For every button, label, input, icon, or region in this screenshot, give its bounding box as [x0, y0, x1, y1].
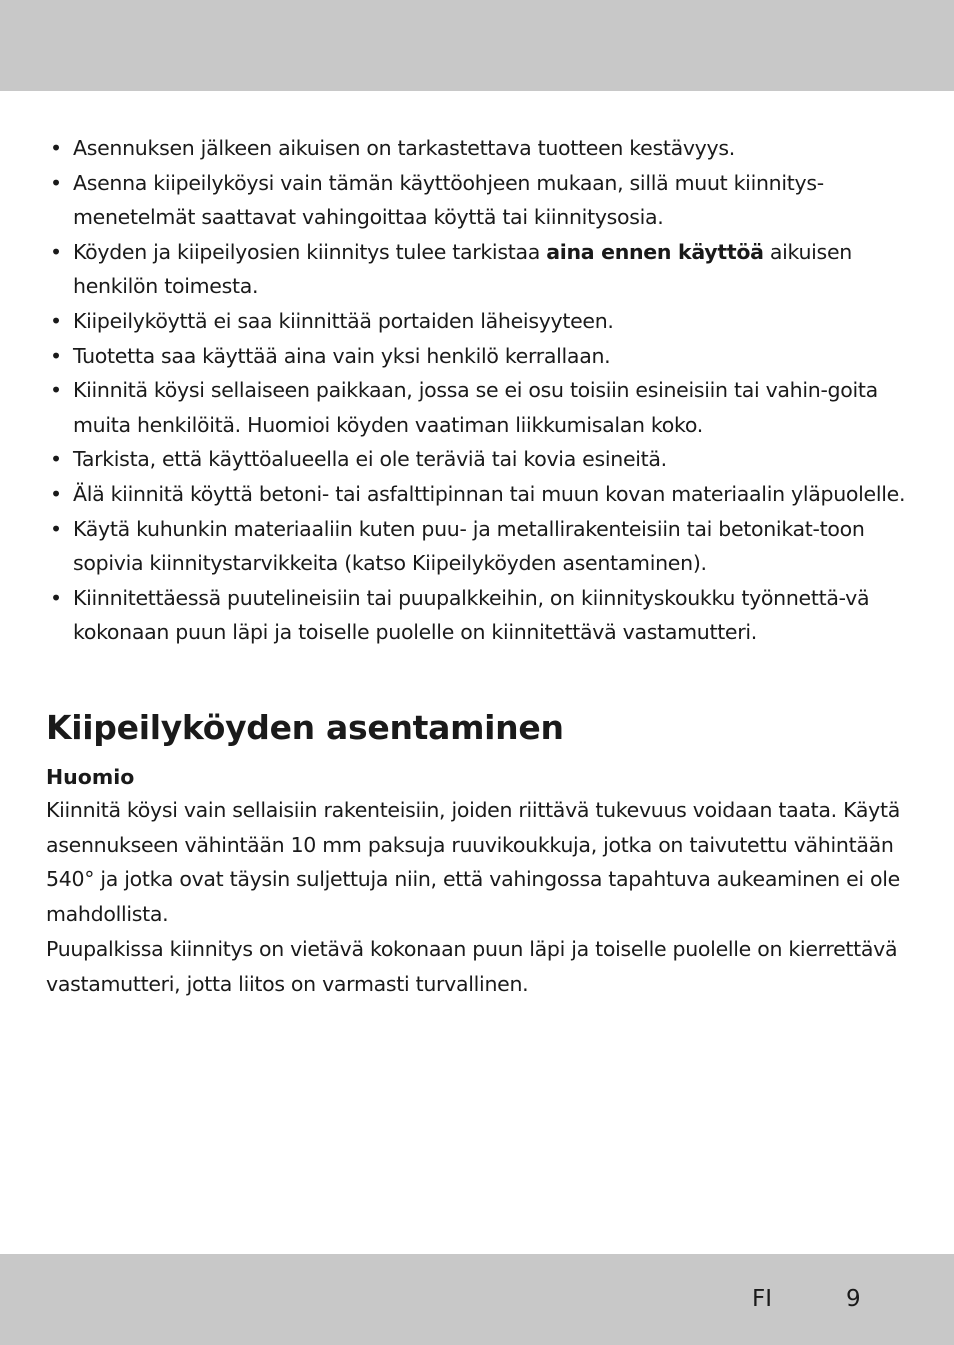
section-title: Kiipeilyköyden asentaminen [46, 708, 564, 747]
bullet-item [46, 512, 912, 581]
bullet-text: Tuotetta saa käyttää aina vain yksi henkilö kerrallaan. [73, 343, 611, 368]
bullet-text: Kiinnitettäessä puutelineisiin tai puupalkkeihin, on kiinnityskoukku työnnettä-vä kokonaan puun läpi ja toiselle puolelle on kiinnitettävä vastamutteri. [73, 585, 870, 645]
bullet-text: Käytä kuhunkin materiaaliin kuten puu- ja metallirakenteisiin tai betonikat-toon sopivia kiinnitystarvikkeita (katso Kiipeilyköyden asentaminen). [73, 516, 865, 576]
bullet-item [46, 442, 912, 477]
bullet-item [46, 166, 912, 235]
bullet-text: Asennuksen jälkeen aikuisen on tarkastettava tuotteen kestävyys. [73, 136, 735, 160]
note-title: Huomio [46, 765, 135, 789]
bullet-item [46, 235, 912, 304]
bullet-item [46, 477, 912, 512]
bullet-text: Asenna kiipeilyköysi vain tämän käyttöohjeen mukaan, sillä muut kiinnitys-menetelmät saattavat vahingoittaa köyttä tai kiinnitysosia. [73, 170, 824, 230]
bullet-emphasis: aina ennen käyttöä [546, 239, 764, 264]
note-paragraph: Puupalkissa kiinnitys on vietävä kokonaan puun läpi ja toiselle puolelle on kierrettävä vastamutteri, jotta liitos on varmasti turvallinen. [46, 937, 898, 996]
bullet-text: Kiinnitä köysi sellaiseen paikkaan, jossa se ei osu toisiin esineisiin tai vahin-goita muita henkilöitä. Huomioi köyden vaatiman liikkumisalan koko. [73, 378, 878, 437]
bullet-text: Köyden ja kiipeilyosien kiinnitys tulee tarkistaa [73, 239, 547, 264]
bullet-text: aikuisen henkilön toimesta. [73, 239, 852, 299]
page-number: 9 [846, 1286, 861, 1312]
footer-band [0, 1254, 954, 1345]
bullet-item [46, 131, 912, 166]
bullet-item [46, 339, 912, 374]
bullet-text: Älä kiinnitä köyttä betoni- tai asfalttipinnan tai muun kovan materiaalin yläpuolelle. [73, 481, 906, 506]
bullet-item [46, 581, 912, 650]
language-code: FI [752, 1286, 773, 1312]
safety-bullet-list [46, 131, 912, 650]
header-band [0, 0, 954, 91]
bullet-text: Tarkista, että käyttöalueella ei ole teräviä tai kovia esineitä. [73, 447, 667, 472]
bullet-text: Kiipeilyköyttä ei saa kiinnittää portaiden läheisyyteen. [73, 308, 614, 333]
bullet-item [46, 373, 912, 442]
note-paragraph: Kiinnitä köysi vain sellaisiin rakenteisiin, joiden riittävä tukevuus voidaan taata. Käytä asennukseen vähintään 10 mm paksuja ruuvikoukkuja, jotka on taivutettu vähintään 540° ja jotka ovat täysin suljettuja niin, että vahingossa tapahtuva aukeaminen ei ole mahdollista. [46, 798, 900, 926]
bullet-item [46, 304, 912, 339]
